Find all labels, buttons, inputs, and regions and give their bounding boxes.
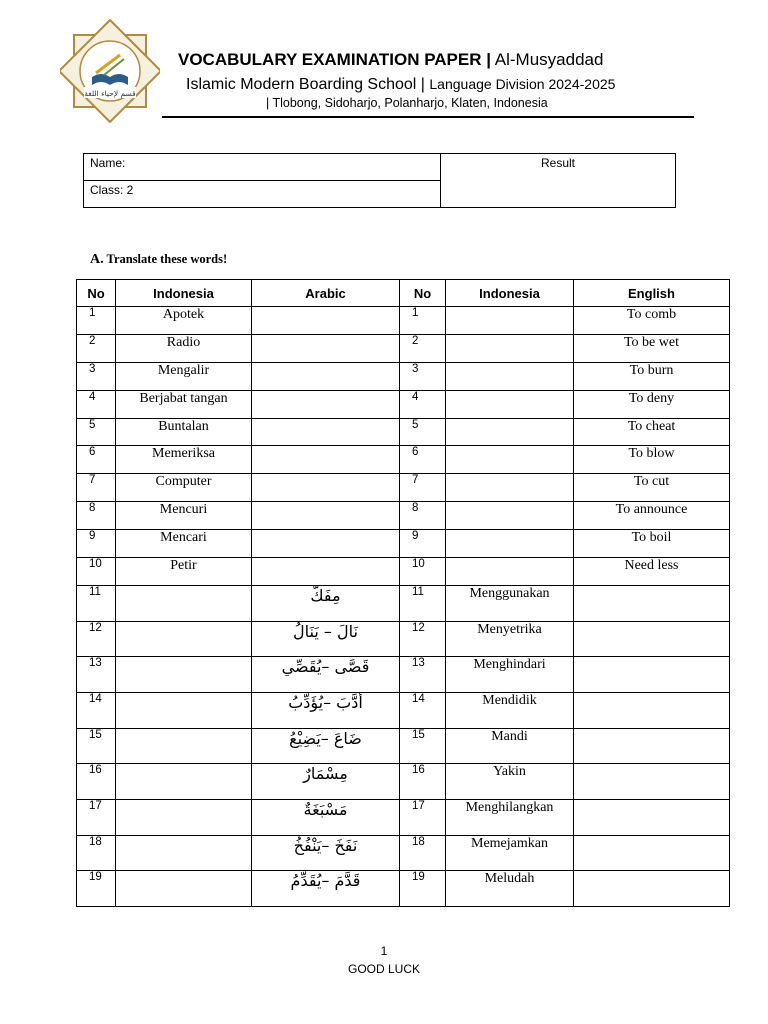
row-number-right: 1 [400, 307, 446, 335]
arabic-word: مَسْبَغَةٌ [252, 800, 400, 836]
indonesia-word-left: Berjabat tangan [116, 390, 252, 418]
english-word: To cheat [574, 418, 730, 446]
table-row [77, 307, 730, 335]
table-row [77, 800, 730, 836]
row-number-left: 12 [77, 621, 116, 657]
indonesia-word-right: Mandi [446, 728, 574, 764]
row-number-right: 7 [400, 474, 446, 502]
table-row [77, 621, 730, 657]
arabic-word: مِسْمَارٌ [252, 764, 400, 800]
indonesia-word-right: Mendidik [446, 692, 574, 728]
header-no-2: No [400, 280, 446, 307]
row-number-left: 1 [77, 307, 116, 335]
indonesia-word-right: Menyetrika [446, 621, 574, 657]
class-field[interactable]: Class: 2 [84, 181, 441, 208]
row-number-left: 4 [77, 390, 116, 418]
table-row [77, 728, 730, 764]
header-no-1: No [77, 280, 116, 307]
arabic-word: قَدَّمَ –يُقَدِّمُ [252, 871, 400, 907]
english-word: To boil [574, 530, 730, 558]
row-number-left: 18 [77, 835, 116, 871]
row-number-left: 9 [77, 530, 116, 558]
row-number-right: 6 [400, 446, 446, 474]
table-row [77, 334, 730, 362]
english-word: To deny [574, 390, 730, 418]
row-number-left: 2 [77, 334, 116, 362]
school-logo-emblem-icon [60, 18, 160, 124]
english-word: To be wet [574, 334, 730, 362]
header-divider [162, 116, 694, 118]
header-indonesia-2: Indonesia [446, 280, 574, 307]
table-row [77, 390, 730, 418]
indonesia-word-left: Petir [116, 558, 252, 586]
row-number-left: 13 [77, 657, 116, 693]
english-word: To comb [574, 307, 730, 335]
english-word[interactable] [574, 835, 730, 871]
indonesia-word-right[interactable] [446, 307, 574, 335]
indonesia-word-right: Menghindari [446, 657, 574, 693]
row-number-right: 14 [400, 692, 446, 728]
row-number-left: 10 [77, 558, 116, 586]
english-word[interactable] [574, 621, 730, 657]
english-word: To burn [574, 362, 730, 390]
row-number-right: 13 [400, 657, 446, 693]
row-number-left: 6 [77, 446, 116, 474]
arabic-word[interactable] [252, 502, 400, 530]
arabic-word[interactable] [252, 334, 400, 362]
row-number-right: 2 [400, 334, 446, 362]
indonesia-word-right: Memejamkan [446, 835, 574, 871]
row-number-left: 14 [77, 692, 116, 728]
row-number-right: 10 [400, 558, 446, 586]
table-row [77, 418, 730, 446]
indonesia-word-right[interactable] [446, 418, 574, 446]
indonesia-word-right: Menghilangkan [446, 800, 574, 836]
result-field[interactable]: Result [441, 154, 676, 208]
table-row [77, 764, 730, 800]
indonesia-word-left[interactable] [116, 692, 252, 728]
indonesia-word-right: Yakin [446, 764, 574, 800]
indonesia-word-left: Mengalir [116, 362, 252, 390]
row-number-right: 19 [400, 871, 446, 907]
indonesia-word-left[interactable] [116, 871, 252, 907]
logo-arabic-text: قسم لإحياء اللغة [84, 89, 136, 98]
indonesia-word-left: Mencuri [116, 502, 252, 530]
row-number-right: 3 [400, 362, 446, 390]
indonesia-word-right[interactable] [446, 502, 574, 530]
indonesia-word-left: Buntalan [116, 418, 252, 446]
english-word: Need less [574, 558, 730, 586]
indonesia-word-left[interactable] [116, 835, 252, 871]
exam-title-bold: VOCABULARY EXAMINATION PAPER | [178, 50, 491, 69]
arabic-word: مِفَكٌّ [252, 585, 400, 621]
arabic-word[interactable] [252, 390, 400, 418]
row-number-right: 16 [400, 764, 446, 800]
exam-subtitle [186, 76, 615, 94]
english-word: To blow [574, 446, 730, 474]
row-number-left: 7 [77, 474, 116, 502]
table-row [77, 362, 730, 390]
arabic-word[interactable] [252, 362, 400, 390]
name-field[interactable]: Name: [84, 154, 441, 181]
row-number-right: 15 [400, 728, 446, 764]
school-logo [60, 18, 160, 124]
english-word[interactable] [574, 871, 730, 907]
english-word[interactable] [574, 692, 730, 728]
table-row [77, 530, 730, 558]
arabic-word: ضَاعَ –يَضِيْعُ [252, 728, 400, 764]
table-row [77, 692, 730, 728]
indonesia-word-left: Apotek [116, 307, 252, 335]
indonesia-word-right: Meludah [446, 871, 574, 907]
english-word[interactable] [574, 800, 730, 836]
arabic-word[interactable] [252, 474, 400, 502]
indonesia-word-left[interactable] [116, 764, 252, 800]
row-number-left: 5 [77, 418, 116, 446]
row-number-left: 16 [77, 764, 116, 800]
row-number-left: 15 [77, 728, 116, 764]
row-number-right: 8 [400, 502, 446, 530]
indonesia-word-right[interactable] [446, 474, 574, 502]
table-row [77, 657, 730, 693]
indonesia-word-left: Mencari [116, 530, 252, 558]
indonesia-word-right[interactable] [446, 446, 574, 474]
indonesia-word-left[interactable] [116, 728, 252, 764]
arabic-word: نَفَخَ –يَنْفُخُ [252, 835, 400, 871]
arabic-word: نَالَ – يَنَالُ [252, 621, 400, 657]
table-row [77, 558, 730, 586]
arabic-word: أَدَّبَ –يُؤَدِّبُ [252, 692, 400, 728]
school-name: Islamic Modern Boarding School | [186, 76, 425, 93]
english-word[interactable] [574, 728, 730, 764]
indonesia-word-right[interactable] [446, 558, 574, 586]
table-row [77, 502, 730, 530]
row-number-right: 4 [400, 390, 446, 418]
english-word[interactable] [574, 657, 730, 693]
table-row [77, 474, 730, 502]
indonesia-word-left[interactable] [116, 657, 252, 693]
exam-title-school: Al-Musyaddad [494, 50, 604, 69]
row-number-left: 3 [77, 362, 116, 390]
indonesia-word-left: Computer [116, 474, 252, 502]
row-number-right: 17 [400, 800, 446, 836]
section-title [90, 252, 227, 268]
section-instruction: Translate these words! [106, 252, 228, 266]
student-info-table [83, 153, 676, 208]
table-row [77, 835, 730, 871]
indonesia-word-right[interactable] [446, 530, 574, 558]
division-year: Language Division 2024-2025 [429, 76, 616, 92]
page-number: 1 [380, 944, 388, 958]
indonesia-word-left[interactable] [116, 621, 252, 657]
arabic-word[interactable] [252, 446, 400, 474]
vocabulary-table [76, 279, 730, 907]
arabic-word: قَصَّى –يُقَصِّي [252, 657, 400, 693]
school-address: | Tlobong, Sidoharjo, Polanharjo, Klaten, Indonesia [266, 96, 548, 110]
closing-message: GOOD LUCK [347, 962, 420, 976]
row-number-right: 9 [400, 530, 446, 558]
table-header-row [77, 280, 730, 307]
header-english: English [574, 280, 730, 307]
row-number-right: 11 [400, 585, 446, 621]
header-arabic: Arabic [252, 280, 400, 307]
indonesia-word-right: Menggunakan [446, 585, 574, 621]
row-number-right: 12 [400, 621, 446, 657]
arabic-word[interactable] [252, 307, 400, 335]
indonesia-word-right[interactable] [446, 362, 574, 390]
english-word[interactable] [574, 764, 730, 800]
table-row [77, 871, 730, 907]
arabic-word[interactable] [252, 418, 400, 446]
indonesia-word-right[interactable] [446, 390, 574, 418]
indonesia-word-left[interactable] [116, 800, 252, 836]
row-number-right: 18 [400, 835, 446, 871]
arabic-word[interactable] [252, 558, 400, 586]
row-number-right: 5 [400, 418, 446, 446]
indonesia-word-left: Radio [116, 334, 252, 362]
row-number-left: 11 [77, 585, 116, 621]
arabic-word[interactable] [252, 530, 400, 558]
row-number-left: 17 [77, 800, 116, 836]
header-indonesia-1: Indonesia [116, 280, 252, 307]
indonesia-word-right[interactable] [446, 334, 574, 362]
table-row [77, 585, 730, 621]
exam-title [178, 50, 603, 70]
section-letter: A. [90, 252, 104, 267]
english-word: To cut [574, 474, 730, 502]
indonesia-word-left: Memeriksa [116, 446, 252, 474]
english-word: To announce [574, 502, 730, 530]
english-word[interactable] [574, 585, 730, 621]
indonesia-word-left[interactable] [116, 585, 252, 621]
row-number-left: 8 [77, 502, 116, 530]
table-row [77, 446, 730, 474]
row-number-left: 19 [77, 871, 116, 907]
